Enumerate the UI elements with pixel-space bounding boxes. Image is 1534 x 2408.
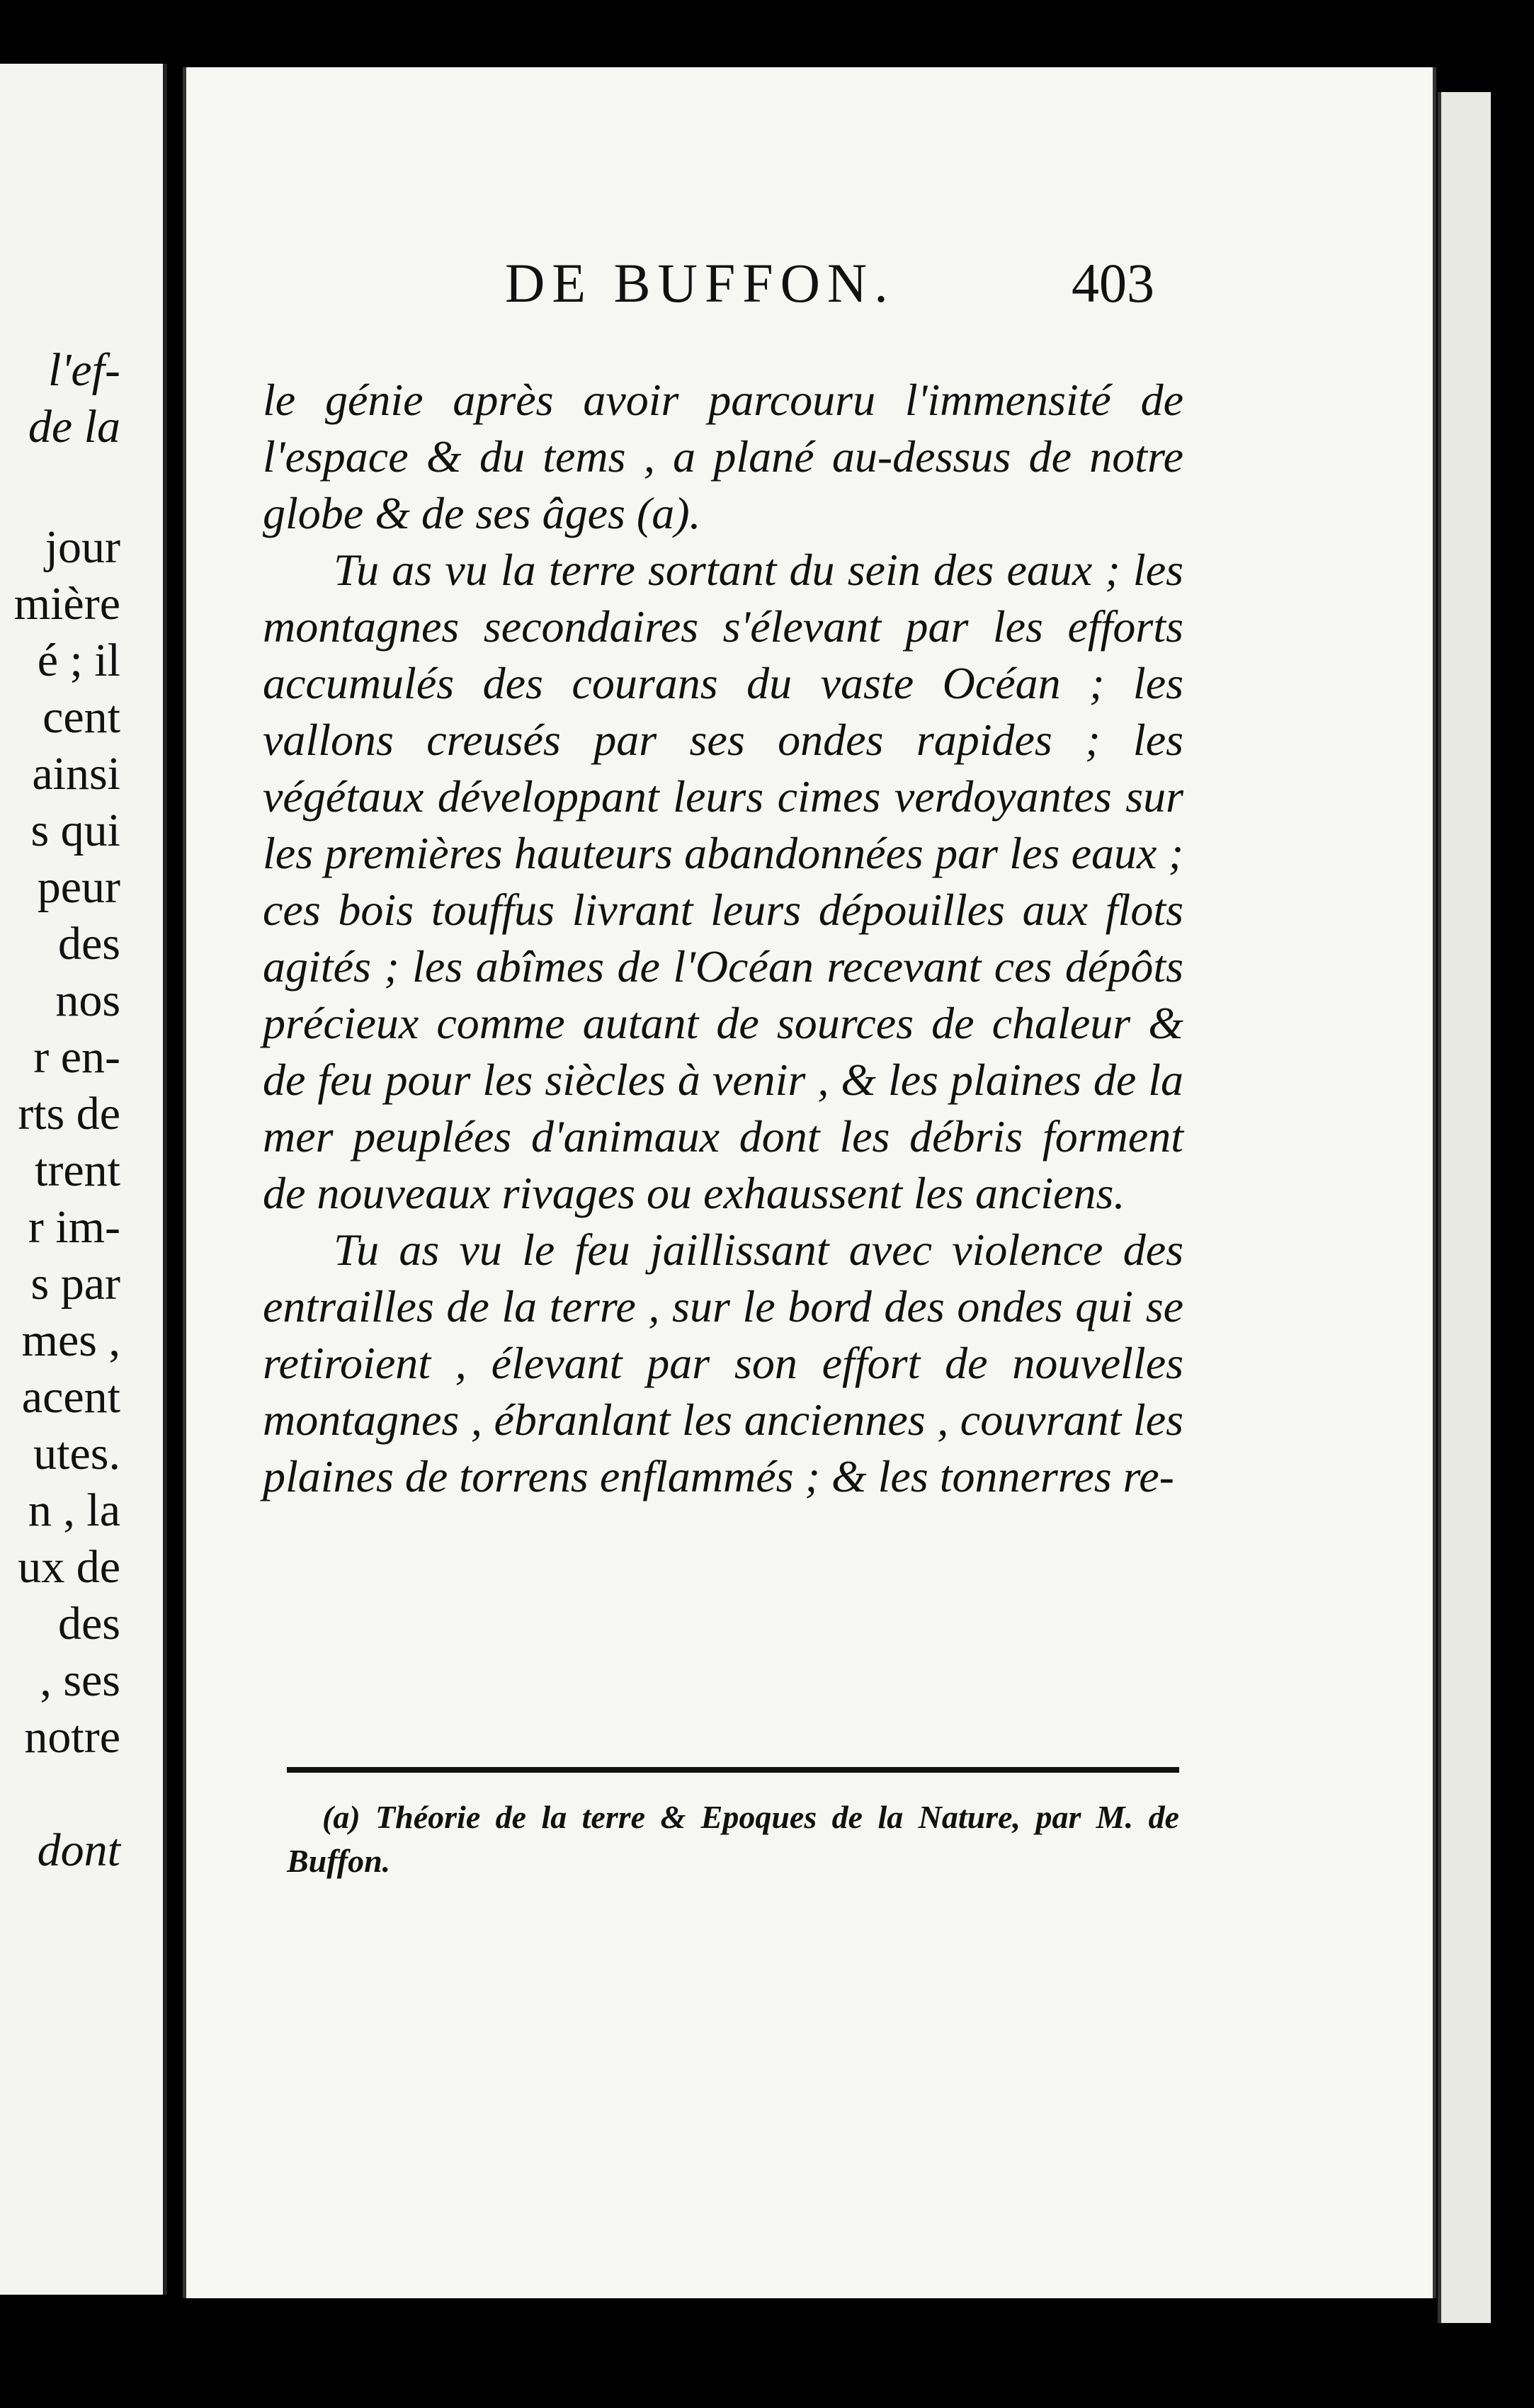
left-page-line: rts de bbox=[18, 1088, 120, 1140]
left-page-line: cent bbox=[42, 691, 120, 743]
footnote-marker: (a) bbox=[322, 1799, 360, 1835]
left-page-line: s par bbox=[30, 1258, 120, 1310]
next-page-edge bbox=[1438, 92, 1491, 2323]
left-page-line: s qui bbox=[30, 805, 120, 856]
body-text bbox=[263, 372, 1183, 1505]
footnote-divider bbox=[287, 1767, 1179, 1773]
footnote bbox=[287, 1795, 1179, 1883]
paragraph: Tu as vu le feu jaillissant avec violence des entrailles de la terre , sur le bord des ondes qui se retiroient , élevant par son effort de nouvelles montagnes , ébranlant les anciennes , couvrant les plaines de torrens enflammés ; & les tonnerres re- bbox=[263, 1225, 1183, 1501]
left-page-line: des bbox=[58, 1598, 120, 1649]
left-page-line: é ; il bbox=[37, 635, 120, 686]
left-page-line: utes. bbox=[33, 1428, 120, 1480]
left-page-line: trent bbox=[35, 1145, 120, 1196]
facing-page-fragment bbox=[0, 64, 167, 2295]
left-page-line: l'ef- bbox=[47, 344, 120, 396]
book-page bbox=[183, 67, 1436, 2298]
left-page-line: ux de bbox=[18, 1541, 120, 1593]
page-header bbox=[186, 251, 1433, 329]
running-head: DE BUFFON. bbox=[505, 252, 895, 314]
left-page-line: r en- bbox=[33, 1031, 120, 1083]
left-page-line: r im- bbox=[28, 1201, 120, 1253]
left-page-line: des bbox=[58, 918, 120, 970]
left-page-line: jour bbox=[45, 521, 120, 573]
paragraph: Tu as vu la terre sortant du sein des eaux ; les montagnes secondaires s'élevant par les efforts accumulés des courans du vaste Océan ; les vallons creusés par ses ondes rapides ; les végétaux développant leurs cimes verdoyantes sur les premières hauteurs abandonnées par les eaux ; ces bois touffus livrant leurs dépouilles aux flots agités ; les abîmes de l'Océan recevant ces dépôts précieux comme autant de sources de chaleur & de feu pour les siècles à venir , & les plaines de la mer peuplées d'animaux dont les débris forment de nouveaux rivages ou exhaussent les anciens. bbox=[263, 545, 1183, 1218]
left-page-line: peur bbox=[37, 861, 120, 913]
footnote-text bbox=[287, 1795, 1179, 1883]
footnote-body: Théorie de la terre & Epoques de la Nature, par M. de Buffon. bbox=[287, 1799, 1179, 1879]
left-page-line: , ses bbox=[40, 1654, 120, 1706]
left-page-line: n , la bbox=[28, 1484, 120, 1536]
left-page-line: notre bbox=[24, 1711, 120, 1763]
left-page-line: de la bbox=[28, 401, 120, 453]
left-page-line: mière bbox=[13, 578, 120, 630]
page-number: 403 bbox=[1072, 252, 1154, 314]
left-page-line: acent bbox=[21, 1371, 120, 1423]
left-page-line: dont bbox=[37, 1824, 120, 1876]
left-page-line: mes , bbox=[21, 1314, 120, 1366]
paragraph-continued: le génie après avoir parcouru l'immensité de l'espace & du tems , a plané au-dessus de notre globe & de ses âges (a). bbox=[263, 375, 1183, 538]
left-page-line: nos bbox=[55, 975, 120, 1026]
left-page-line: ainsi bbox=[32, 748, 120, 800]
